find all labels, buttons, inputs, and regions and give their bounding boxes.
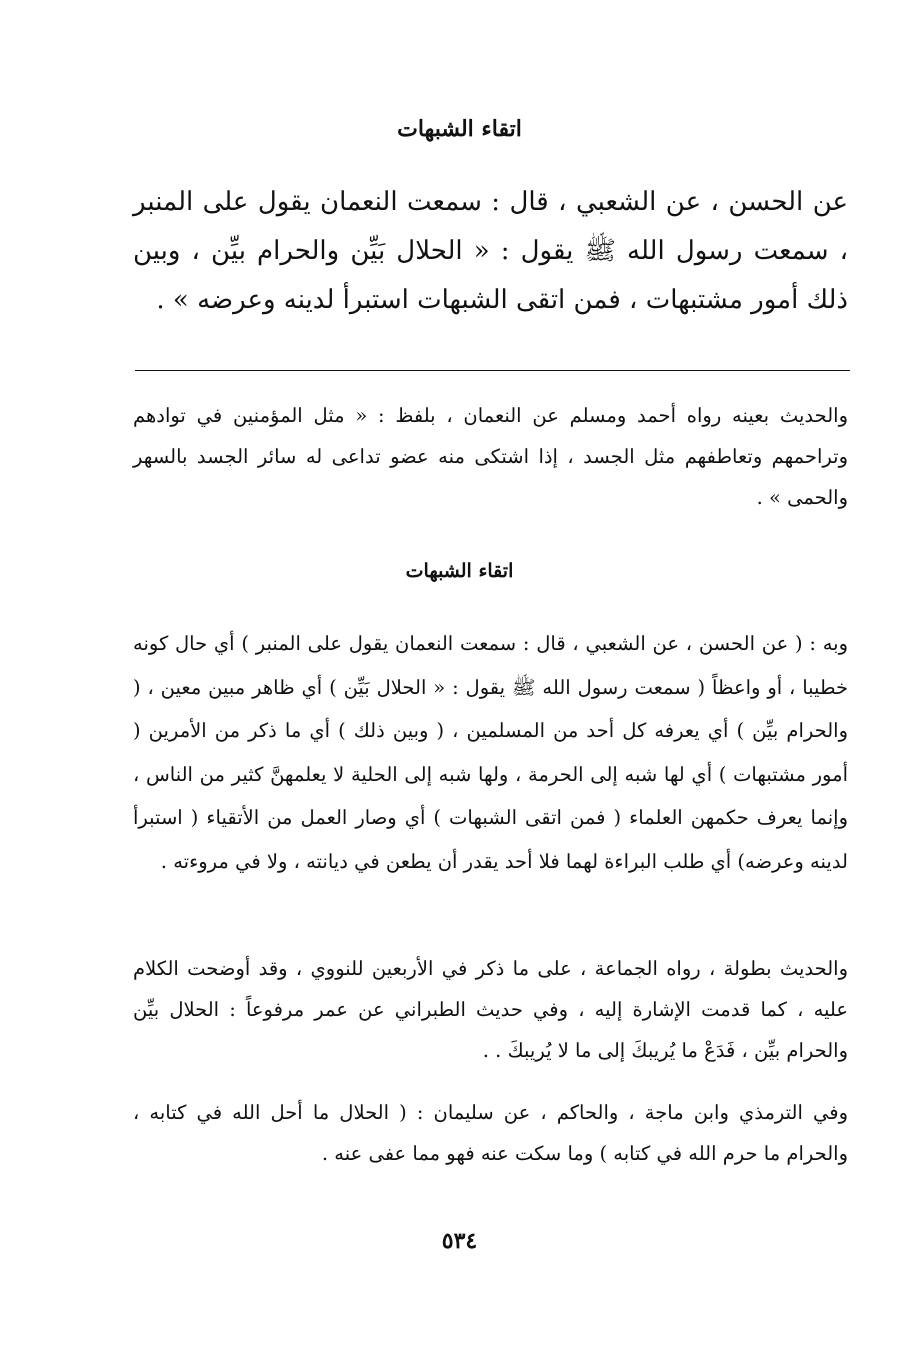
paragraph-3: وفي الترمذي وابن ماجة ، والحاكم ، عن سليمان : ( الحلال ما أحل الله في كتابه ، والحرام ما حرم الله في كتابه ) وما سكت عنه فهو مما عفى عنه .	[133, 1101, 848, 1165]
section-heading: اتقاء الشبهات	[405, 560, 514, 582]
chapter-heading: اتقاء الشبهات	[397, 116, 522, 142]
footnote-divider	[135, 370, 850, 371]
page-number: ٥٣٤	[441, 1228, 478, 1254]
commentary-text: وبه : ( عن الحسن ، عن الشعبي ، قال : سمعت النعمان يقول على المنبر ) أي حال كونه خطيبا ، أو واعظاً ( سمعت رسول الله ﷺ يقول : « الحلال بَيِّن ) أي ظاهر مبين معين ، ( والحرام بيِّن ) أي يعرفه كل أحد من المسلمين ، ( وبين ذلك ) أي ما ذكر من الأمرين ( أمور مشتبهات ) أي لها شبه إلى الحرمة ، ولها شبه إلى الحلية لا يعلمهنَّ كثير من الناس ، وإنما يعرف حكمهن العلماء ( فمن اتقى الشبهات ) أي وصار العمل من الأتقياء ( استبرأ لدينه وعرضه) أي طلب البراءة لهما فلا أحد يقدر أن يطعن في ديانته ، ولا في مروءته .	[133, 632, 848, 873]
paragraph-2: والحديث بطولة ، رواه الجماعة ، على ما ذكر في الأربعين للنووي ، وقد أوضحت الكلام عليه ، كما قدمت الإشارة إليه ، وفي حديث الطبراني عن عمر مرفوعاً : الحلال بيِّن والحرام بيِّن ، فَدَعْ ما يُريبكَ إلى ما لا يُريبكَ . .	[133, 957, 848, 1062]
hadith-text: عن الحسن ، عن الشعبي ، قال : سمعت النعمان يقول على المنبر ، سمعت رسول الله ﷺ يقول : « الحلال بَيِّن والحرام بيِّن ، وبين ذلك أمور مشتبهات ، فمن اتقى الشبهات استبرأ لدينه وعرضه » .	[133, 187, 848, 315]
footnote-text: والحديث بعينه رواه أحمد ومسلم عن النعمان ، بلفظ : « مثل المؤمنين في توادهم وتراحمهم وتعاطفهم مثل الجسد ، إذا اشتكى منه عضو تداعى له سائر الجسد بالسهر والحمى » .	[133, 404, 848, 509]
